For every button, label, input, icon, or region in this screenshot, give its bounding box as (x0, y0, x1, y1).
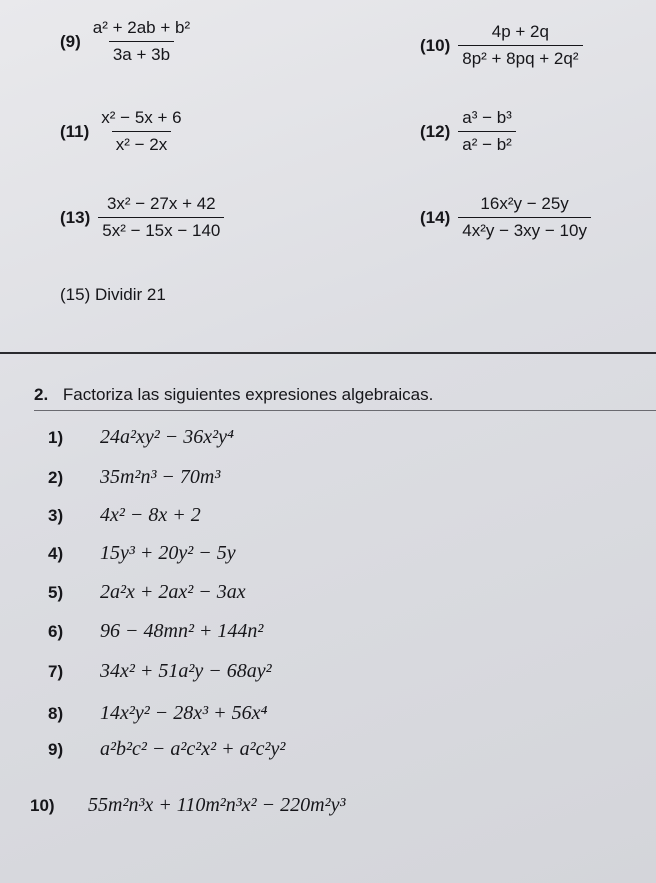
fraction (89, 18, 194, 65)
exercise-label: (10) (420, 35, 451, 55)
item-number: 10) (30, 796, 55, 815)
numerator: a³ − b³ (462, 108, 512, 127)
exercise-label: (9) (60, 31, 81, 51)
fraction (98, 194, 224, 241)
item-expression: 4x² − 8x + 2 (100, 504, 201, 526)
exercise-9 (60, 18, 194, 65)
fraction (458, 194, 591, 241)
exercise-11 (60, 108, 186, 155)
item-expression: 14x²y² − 28x³ + 56x⁴ (100, 702, 268, 724)
fraction (97, 108, 185, 155)
item-number: 3) (48, 506, 64, 525)
item-expression: 24a²xy² − 36x²y⁴ (100, 426, 234, 448)
item-number: 1) (48, 428, 64, 447)
item-expression: 34x² + 51a²y − 68ay² (100, 660, 272, 682)
item-number: 4) (48, 544, 64, 563)
numerator: 4p + 2q (491, 22, 549, 41)
section-number: 2. (34, 385, 49, 404)
item-number: 7) (48, 662, 64, 681)
list-item (48, 702, 267, 725)
numerator: a² + 2ab + b² (92, 18, 191, 37)
list-item (48, 620, 263, 643)
item-number: 6) (48, 622, 64, 641)
list-item (48, 660, 272, 683)
item-number: 8) (48, 704, 64, 723)
numerator: 3x² − 27x + 42 (106, 194, 216, 213)
list-item (48, 426, 234, 449)
exercise-label: (14) (420, 207, 451, 227)
list-item (48, 738, 285, 761)
denominator: 5x² − 15x − 140 (98, 217, 224, 241)
fraction (458, 22, 582, 69)
denominator: x² − 2x (112, 131, 172, 155)
item-number: 2) (48, 468, 64, 487)
item-expression: 96 − 48mn² + 144n² (100, 620, 264, 642)
numerator: x² − 5x + 6 (101, 108, 182, 127)
item-expression: 2a²x + 2ax² − 3ax (100, 581, 246, 603)
exercise-12 (420, 108, 516, 155)
numerator: 16x²y − 25y (480, 194, 569, 213)
exercise-13 (60, 194, 224, 241)
section-divider (0, 352, 656, 354)
item-number: 9) (48, 740, 64, 759)
exercise-label: (12) (420, 121, 451, 141)
denominator: 8p² + 8pq + 2q² (458, 45, 582, 69)
list-item (48, 581, 246, 604)
exercise-label: (13) (60, 207, 91, 227)
exercise-14 (420, 194, 591, 241)
denominator: 3a + 3b (109, 41, 174, 65)
list-item (48, 542, 236, 565)
section-heading (34, 385, 433, 405)
exercise-label: (11) (60, 121, 90, 141)
exercise-15: (15) Dividir 21 (60, 285, 166, 304)
list-item (48, 466, 220, 489)
denominator: a² − b² (458, 131, 516, 155)
section-underline (34, 410, 656, 411)
item-number: 5) (48, 583, 64, 602)
fraction (458, 108, 516, 155)
exercise-10 (420, 22, 583, 69)
item-expression: 35m²n³ − 70m³ (100, 466, 221, 488)
denominator: 4x²y − 3xy − 10y (458, 217, 591, 241)
item-expression: 15y³ + 20y² − 5y (100, 542, 236, 564)
list-item (48, 504, 201, 527)
item-expression: a²b²c² − a²c²x² + a²c²y² (100, 738, 286, 760)
section-title: Factoriza las siguientes expresiones algebraicas. (62, 385, 434, 404)
item-expression: 55m²n³x + 110m²n³x² − 220m²y³ (88, 794, 346, 816)
list-item (30, 794, 345, 817)
